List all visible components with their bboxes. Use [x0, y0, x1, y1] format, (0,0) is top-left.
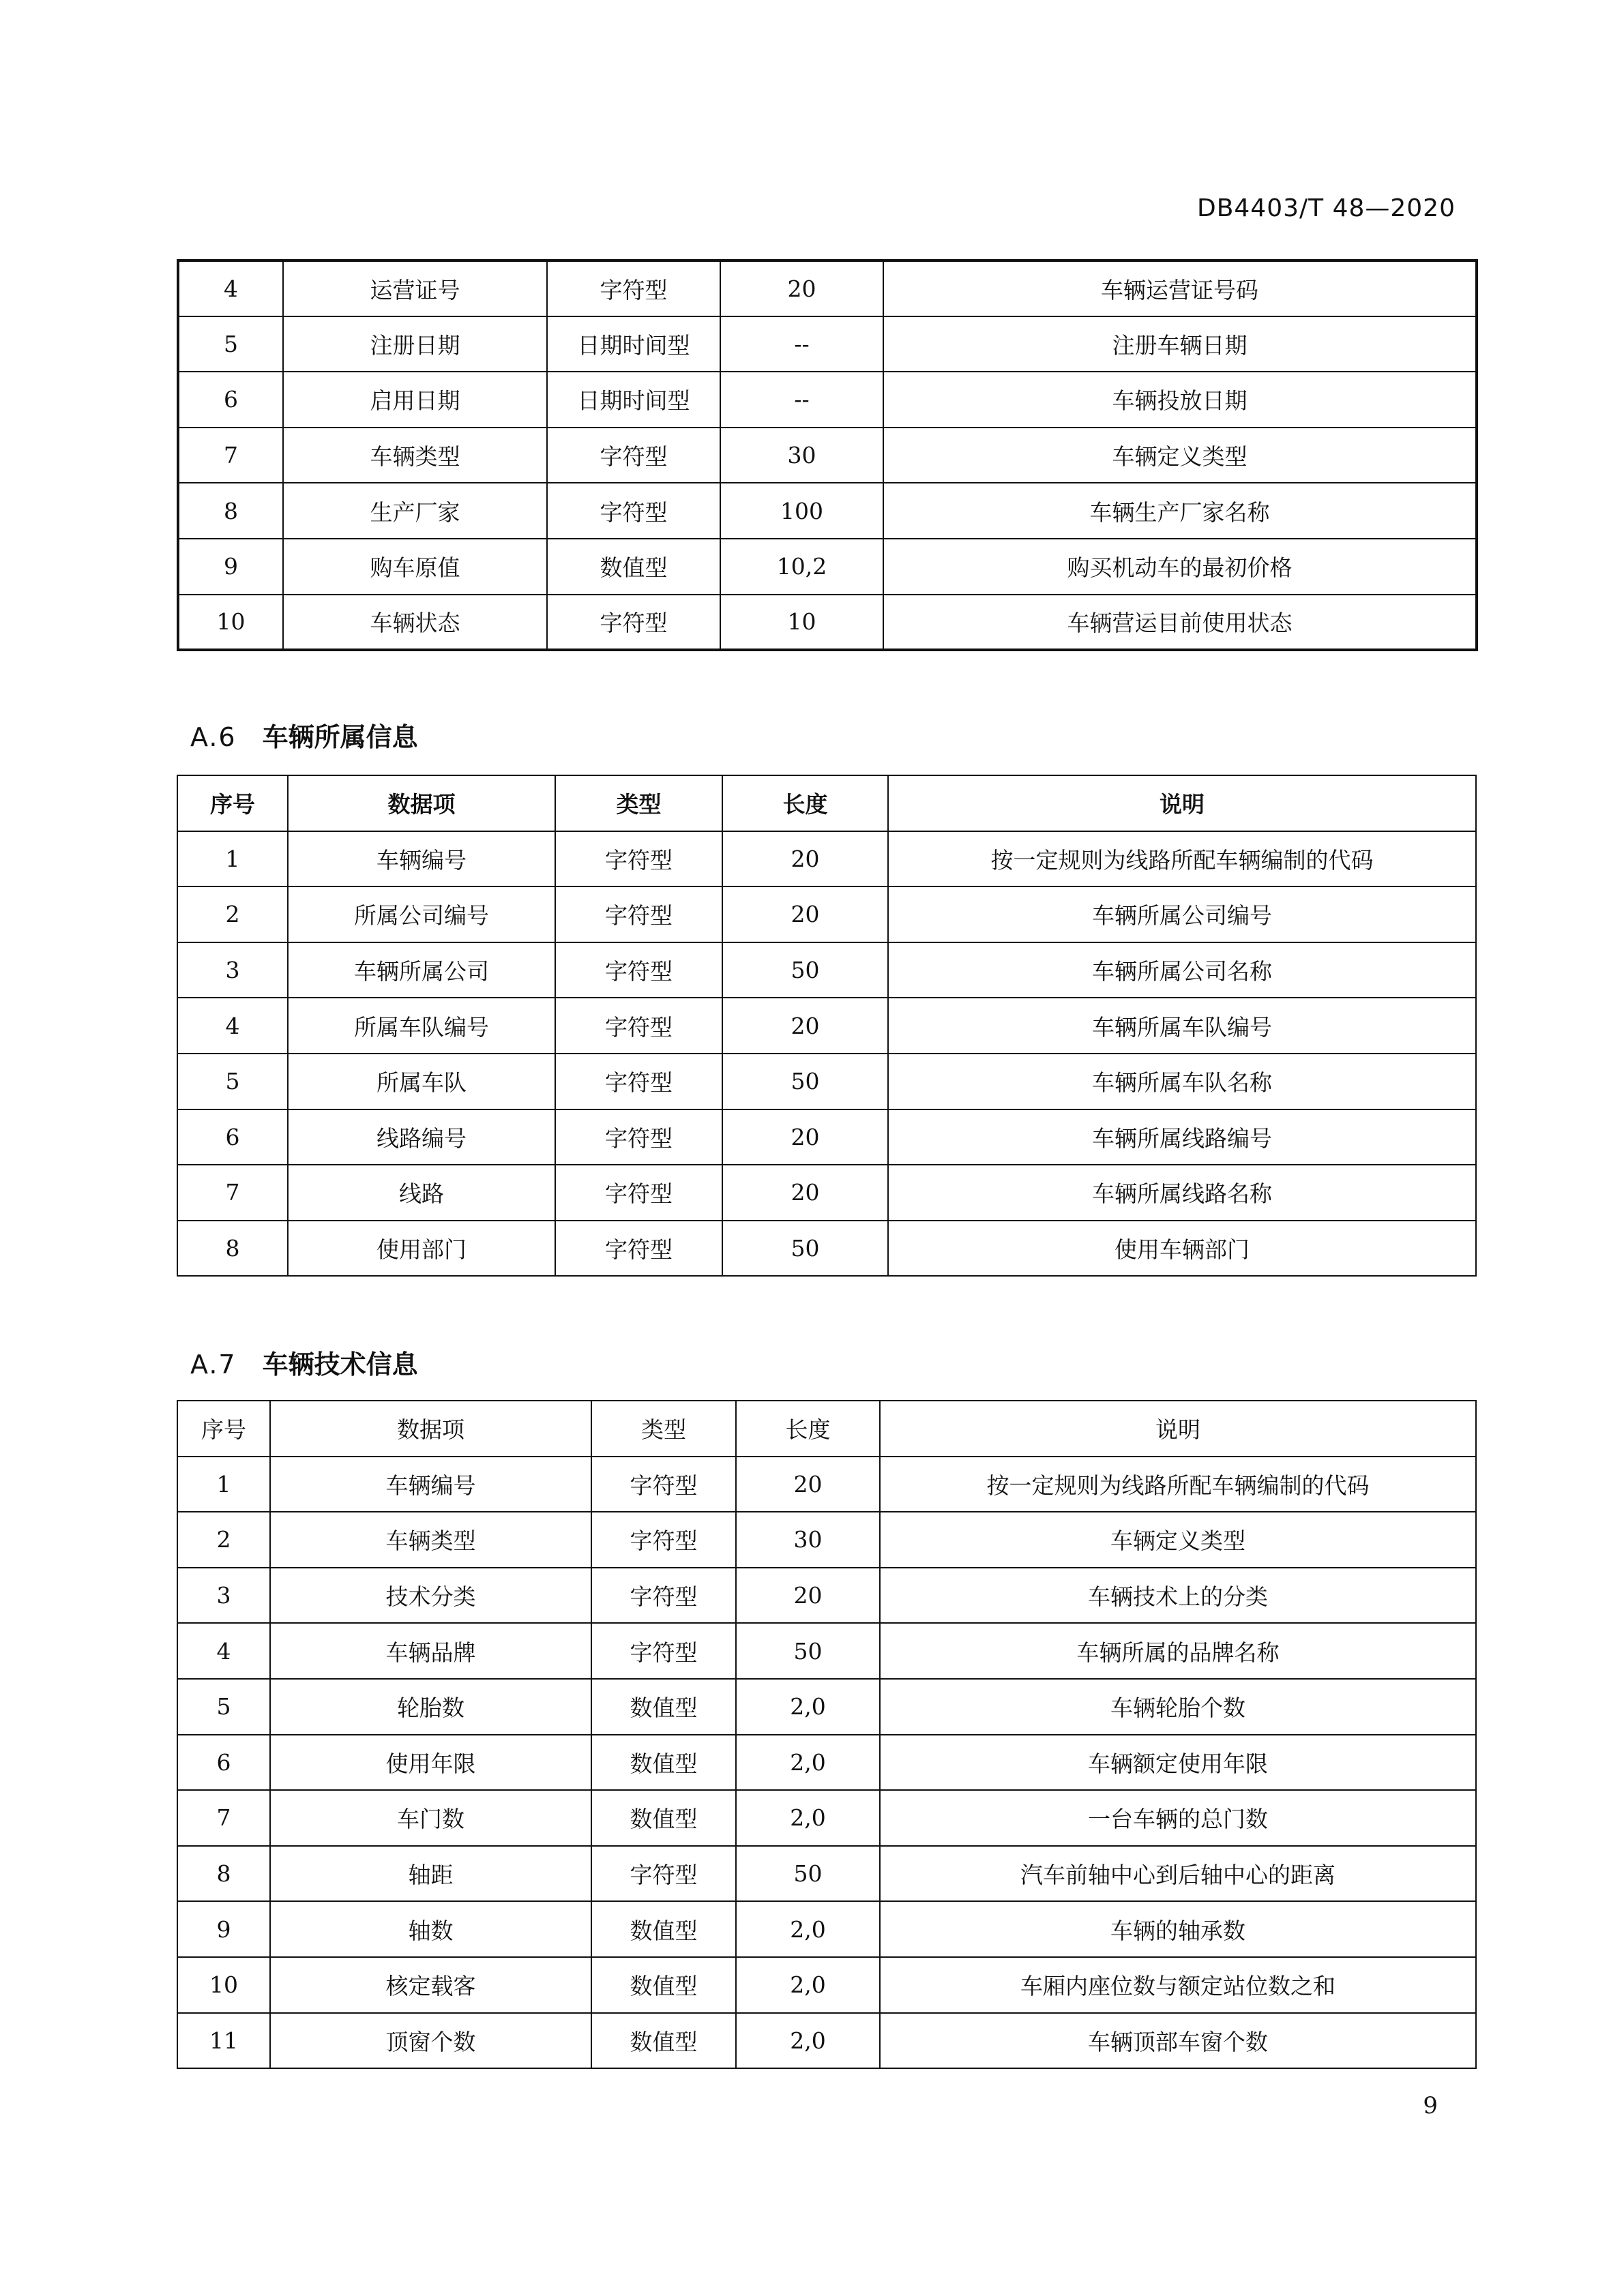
table-row: [178, 483, 1477, 539]
cell-data-item: 线路编号: [288, 1109, 555, 1165]
cell-description: 车辆营运目前使用状态: [883, 595, 1477, 651]
cell-length: 2,0: [736, 2013, 880, 2069]
cell-type: 数值型: [591, 1735, 736, 1791]
cell-data-item: 车辆品牌: [270, 1623, 591, 1679]
cell-length: 50: [722, 1054, 888, 1109]
cell-index: 4: [177, 1623, 270, 1679]
cell-length: 2,0: [736, 1901, 880, 1957]
cell-index: 1: [177, 831, 288, 887]
cell-index: 9: [177, 1901, 270, 1957]
cell-length: 30: [720, 428, 883, 483]
cell-index: 2: [177, 1512, 270, 1568]
cell-index: 4: [178, 260, 283, 316]
table-row: [177, 1221, 1476, 1277]
cell-index: 8: [177, 1221, 288, 1277]
cell-data-item: 车辆所属公司: [288, 942, 555, 998]
cell-type: 字符型: [555, 1221, 722, 1277]
cell-type: 字符型: [555, 886, 722, 942]
section-heading-a6: [190, 716, 418, 754]
cell-data-item: 所属车队: [288, 1054, 555, 1109]
cell-data-item: 使用部门: [288, 1221, 555, 1277]
section-number: A.6: [190, 722, 237, 752]
cell-type: 字符型: [555, 1109, 722, 1165]
cell-data-item: 车辆类型: [270, 1512, 591, 1568]
table-a7: [177, 1400, 1477, 2069]
cell-index: 11: [177, 2013, 270, 2069]
cell-description: 购买机动车的最初价格: [883, 539, 1477, 595]
section-heading-a7: [190, 1343, 418, 1381]
cell-description: 车辆所属车队编号: [888, 998, 1476, 1054]
cell-data-item: 线路: [288, 1165, 555, 1221]
cell-data-item: 车辆编号: [288, 831, 555, 887]
table-row: [178, 372, 1477, 428]
section-title: 车辆所属信息: [262, 722, 418, 752]
cell-type: 字符型: [547, 428, 720, 483]
cell-index: 10: [177, 1957, 270, 2013]
cell-data-item: 启用日期: [283, 372, 547, 428]
table-row: [177, 1679, 1476, 1735]
cell-description: 车辆所属线路名称: [888, 1165, 1476, 1221]
cell-type: 字符型: [547, 595, 720, 651]
cell-description: 车辆额定使用年限: [880, 1735, 1476, 1791]
cell-type: 数值型: [591, 1957, 736, 2013]
cell-description: 车辆顶部车窗个数: [880, 2013, 1476, 2069]
cell-index: 8: [178, 483, 283, 539]
cell-data-item: 车辆编号: [270, 1457, 591, 1512]
cell-type: 字符型: [555, 942, 722, 998]
column-header: 类型: [555, 775, 722, 831]
cell-type: 字符型: [547, 260, 720, 316]
cell-index: 4: [177, 998, 288, 1054]
cell-description: 车厢内座位数与额定站位数之和: [880, 1957, 1476, 2013]
cell-length: 20: [722, 1109, 888, 1165]
cell-length: 50: [722, 942, 888, 998]
document-code: DB4403/T 48—2020: [1196, 194, 1456, 222]
cell-length: --: [720, 316, 883, 372]
table-row: [177, 1165, 1476, 1221]
cell-length: 20: [722, 1165, 888, 1221]
cell-data-item: 所属车队编号: [288, 998, 555, 1054]
page-number: 9: [1423, 2092, 1438, 2119]
table-body: [177, 831, 1476, 1277]
cell-data-item: 车辆状态: [283, 595, 547, 651]
cell-description: 车辆所属的品牌名称: [880, 1623, 1476, 1679]
column-header: 长度: [736, 1401, 880, 1457]
cell-type: 数值型: [591, 1901, 736, 1957]
cell-description: 注册车辆日期: [883, 316, 1477, 372]
table-row: [178, 428, 1477, 483]
cell-data-item: 技术分类: [270, 1568, 591, 1624]
cell-length: 2,0: [736, 1735, 880, 1791]
table-row: [177, 1568, 1476, 1624]
cell-type: 字符型: [591, 1846, 736, 1902]
table-row: [177, 886, 1476, 942]
cell-type: 数值型: [547, 539, 720, 595]
cell-description: 车辆定义类型: [880, 1512, 1476, 1568]
table-row: [177, 1735, 1476, 1791]
cell-length: 50: [736, 1623, 880, 1679]
table-row: [177, 1846, 1476, 1902]
column-header: 说明: [888, 775, 1476, 831]
cell-data-item: 车门数: [270, 1790, 591, 1846]
table-row: [178, 316, 1477, 372]
cell-data-item: 轮胎数: [270, 1679, 591, 1735]
cell-description: 车辆定义类型: [883, 428, 1477, 483]
table-a5-continued: [177, 259, 1478, 651]
cell-description: 车辆投放日期: [883, 372, 1477, 428]
cell-type: 字符型: [555, 1054, 722, 1109]
table-row: [178, 595, 1477, 651]
table-row: [177, 831, 1476, 887]
table-row: [177, 1109, 1476, 1165]
column-header: 长度: [722, 775, 888, 831]
table-row: [177, 942, 1476, 998]
cell-data-item: 轴距: [270, 1846, 591, 1902]
cell-data-item: 车辆类型: [283, 428, 547, 483]
cell-length: 100: [720, 483, 883, 539]
cell-index: 7: [178, 428, 283, 483]
column-header: 说明: [880, 1401, 1476, 1457]
cell-type: 日期时间型: [547, 316, 720, 372]
table-row: [177, 1623, 1476, 1679]
cell-index: 5: [178, 316, 283, 372]
cell-length: 20: [722, 886, 888, 942]
cell-type: 字符型: [555, 998, 722, 1054]
table-row: [178, 539, 1477, 595]
cell-index: 8: [177, 1846, 270, 1902]
cell-length: 10,2: [720, 539, 883, 595]
cell-data-item: 顶窗个数: [270, 2013, 591, 2069]
header-row: [177, 1401, 1476, 1457]
cell-type: 数值型: [591, 1790, 736, 1846]
cell-length: 50: [722, 1221, 888, 1277]
cell-data-item: 轴数: [270, 1901, 591, 1957]
table-header: [177, 1401, 1476, 1457]
cell-type: 字符型: [591, 1512, 736, 1568]
cell-type: 日期时间型: [547, 372, 720, 428]
cell-data-item: 注册日期: [283, 316, 547, 372]
table-row: [177, 1957, 1476, 2013]
cell-type: 字符型: [591, 1568, 736, 1624]
cell-index: 6: [178, 372, 283, 428]
cell-data-item: 购车原值: [283, 539, 547, 595]
cell-length: 2,0: [736, 1679, 880, 1735]
cell-description: 车辆所属公司编号: [888, 886, 1476, 942]
cell-type: 数值型: [591, 1679, 736, 1735]
cell-description: 车辆轮胎个数: [880, 1679, 1476, 1735]
cell-description: 车辆所属车队名称: [888, 1054, 1476, 1109]
cell-description: 一台车辆的总门数: [880, 1790, 1476, 1846]
cell-description: 车辆技术上的分类: [880, 1568, 1476, 1624]
cell-description: 车辆的轴承数: [880, 1901, 1476, 1957]
column-header: 序号: [177, 775, 288, 831]
section-title: 车辆技术信息: [262, 1350, 418, 1380]
section-number: A.7: [190, 1350, 237, 1380]
cell-description: 车辆生产厂家名称: [883, 483, 1477, 539]
table-row: [177, 1457, 1476, 1512]
cell-data-item: 运营证号: [283, 260, 547, 316]
cell-data-item: 使用年限: [270, 1735, 591, 1791]
column-header: 数据项: [270, 1401, 591, 1457]
table-row: [177, 1790, 1476, 1846]
cell-type: 字符型: [555, 831, 722, 887]
cell-length: 30: [736, 1512, 880, 1568]
cell-length: 20: [722, 998, 888, 1054]
cell-description: 车辆所属线路编号: [888, 1109, 1476, 1165]
cell-data-item: 核定载客: [270, 1957, 591, 2013]
cell-length: 20: [736, 1457, 880, 1512]
cell-length: --: [720, 372, 883, 428]
column-header: 数据项: [288, 775, 555, 831]
cell-type: 字符型: [555, 1165, 722, 1221]
column-header: 类型: [591, 1401, 736, 1457]
cell-description: 汽车前轴中心到后轴中心的距离: [880, 1846, 1476, 1902]
table-a6: [177, 775, 1477, 1277]
cell-index: 1: [177, 1457, 270, 1512]
cell-index: 6: [177, 1109, 288, 1165]
column-header: 序号: [177, 1401, 270, 1457]
cell-type: 数值型: [591, 2013, 736, 2069]
cell-length: 10: [720, 595, 883, 651]
cell-index: 3: [177, 942, 288, 998]
cell-data-item: 所属公司编号: [288, 886, 555, 942]
cell-description: 车辆运营证号码: [883, 260, 1477, 316]
cell-type: 字符型: [591, 1623, 736, 1679]
table-body: [178, 260, 1477, 650]
table-row: [177, 2013, 1476, 2069]
cell-type: 字符型: [547, 483, 720, 539]
cell-index: 7: [177, 1165, 288, 1221]
cell-data-item: 生产厂家: [283, 483, 547, 539]
table-row: [177, 1512, 1476, 1568]
cell-length: 20: [722, 831, 888, 887]
table-body: [177, 1457, 1476, 2069]
cell-index: 2: [177, 886, 288, 942]
table-header: [177, 775, 1476, 831]
cell-length: 50: [736, 1846, 880, 1902]
table-row: [177, 998, 1476, 1054]
table-row: [177, 1054, 1476, 1109]
cell-index: 5: [177, 1054, 288, 1109]
table-row: [177, 1901, 1476, 1957]
cell-type: 字符型: [591, 1457, 736, 1512]
cell-index: 5: [177, 1679, 270, 1735]
cell-description: 按一定规则为线路所配车辆编制的代码: [880, 1457, 1476, 1512]
cell-description: 使用车辆部门: [888, 1221, 1476, 1277]
cell-index: 7: [177, 1790, 270, 1846]
cell-description: 按一定规则为线路所配车辆编制的代码: [888, 831, 1476, 887]
cell-index: 6: [177, 1735, 270, 1791]
cell-length: 20: [736, 1568, 880, 1624]
cell-length: 2,0: [736, 1957, 880, 2013]
cell-index: 10: [178, 595, 283, 651]
header-row: [177, 775, 1476, 831]
cell-index: 3: [177, 1568, 270, 1624]
table-row: [178, 260, 1477, 316]
cell-length: 2,0: [736, 1790, 880, 1846]
cell-description: 车辆所属公司名称: [888, 942, 1476, 998]
cell-length: 20: [720, 260, 883, 316]
cell-index: 9: [178, 539, 283, 595]
